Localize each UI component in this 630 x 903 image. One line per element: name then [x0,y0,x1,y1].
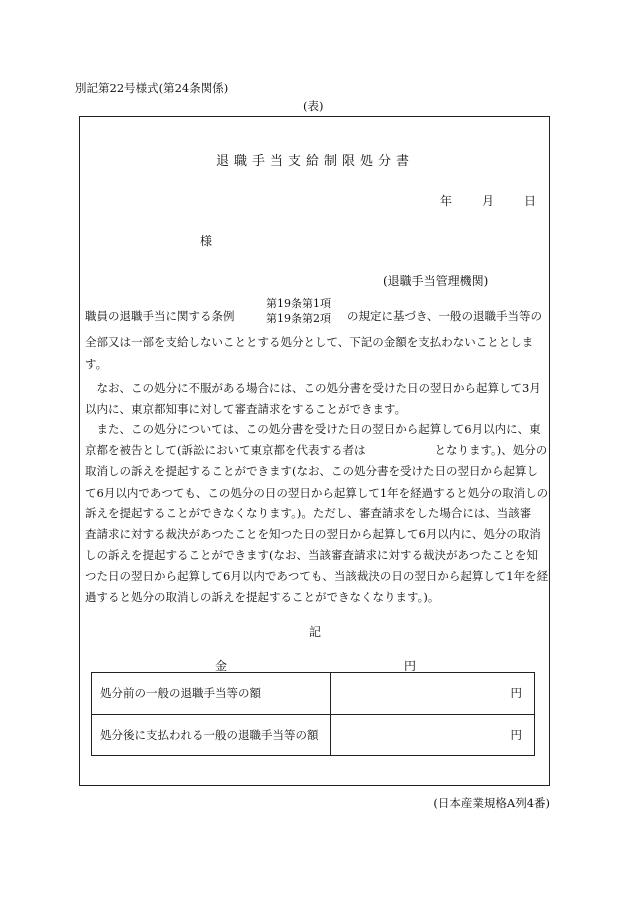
body-line: また、この処分については、この処分書を受けた日の翌日から起算して6月以内に、東 [85,422,541,436]
date-line [440,192,536,209]
body-line: て6月以内であつても、この処分の日の翌日から起算して1年を経過すると処分の取消しの [85,486,549,500]
pre-disposition-amount-unit: 円 [331,673,535,715]
addressee-suffix: 様 [200,234,213,248]
body-line: 全部又は一部を支給しないこととする処分として、下記の金額を支払わないこととしま [85,335,534,349]
paper-size-note: (日本産業規格A列4番) [433,796,550,810]
body-line: す。 [85,357,108,371]
date-day: 日 [524,194,537,208]
amount-yen-unit: 円 [404,659,417,673]
table-row [92,714,535,756]
body-line: 訴えを提起することができなくなります。)。ただし、審査請求をした場合には、当該審 [85,506,532,520]
article-option-2: 第19条第2項 [266,312,331,325]
form-number-label: 別記第22号様式(第24条関係) [75,81,229,95]
document-title: 退職手当支給制限処分書 [215,154,414,169]
date-month: 月 [482,194,495,208]
issuing-agency: (退職手当管理機関) [383,274,489,288]
date-year: 年 [440,194,453,208]
body-line: 査請求に対する裁決があつたことを知つた日の翌日から起算して6月以内に、処分の取消 [85,527,541,541]
body-line: 京都を被告として(訴訟において東京都を代表する者は となります。)、処分の [85,443,548,457]
body-line: しの訴えを提起することができます(なお、当該審査請求に対する裁決があつたことを知 [85,548,538,562]
pre-disposition-amount-label: 処分前の一般の退職手当等の額 [92,673,331,715]
table-row [92,673,535,715]
body-line: 以内に、東京都知事に対して審査請求をすることができます。 [85,402,407,416]
body-line: つた日の翌日から起算して6月以内であつても、当該裁決の日の翌日から起算して1年を経 [85,569,549,583]
post-disposition-amount-unit: 円 [331,714,535,756]
note-heading: 記 [308,625,321,639]
article-option-1: 第19条第1項 [266,297,331,310]
front-side-label: (表) [303,99,324,113]
body-line: なお、この処分に不服がある場合には、この処分書を受けた日の翌日から起算して3月 [85,381,541,395]
ordinance-name: 職員の退職手当に関する条例 [85,309,235,323]
body-line: 過すると処分の取消しの訴えを提起することができなくなります。)。 [85,590,440,604]
amount-kin-label: 金 [215,659,228,673]
post-disposition-amount-label: 処分後に支払われる一般の退職手当等の額 [92,714,331,756]
paragraph-1-tail: の規定に基づき、一般の退職手当等の [347,309,543,323]
body-line: 取消しの訴えを提起することができます(なお、この処分書を受けた日の翌日から起算し [85,464,538,478]
amount-table [91,672,535,756]
